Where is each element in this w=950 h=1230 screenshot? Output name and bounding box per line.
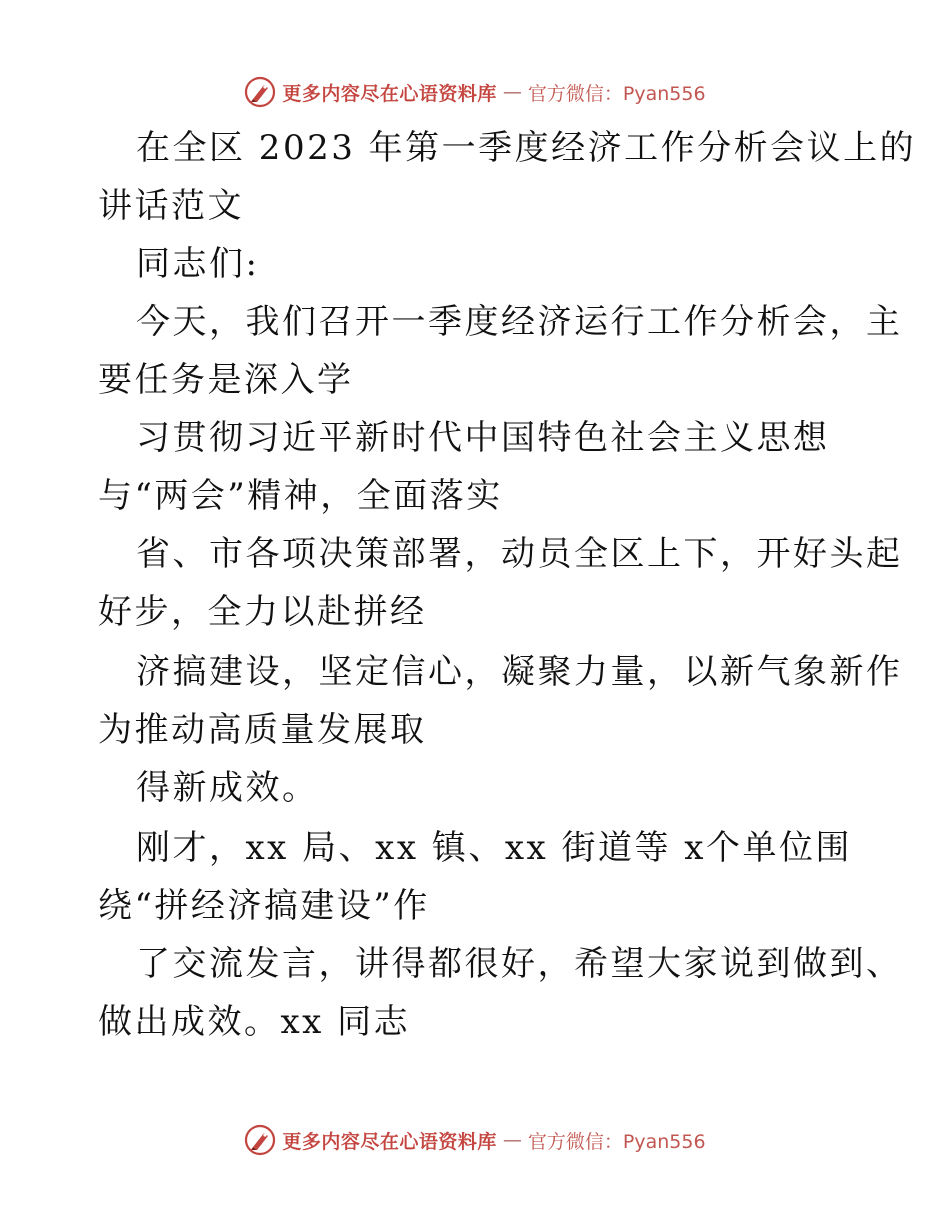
doc-title-line-1: 在全区 2023 年第一季度经济工作分析会议上的 bbox=[136, 128, 917, 168]
watermark-contact: 官方微信：Pyan556 bbox=[527, 82, 706, 105]
watermark-separator: — bbox=[502, 81, 522, 103]
doc-paragraph-line: 为推动高质量发展取 bbox=[98, 710, 427, 750]
doc-paragraph-line: 绕“拼经济搞建设”作 bbox=[98, 886, 430, 926]
doc-paragraph-line: 得新成效。 bbox=[136, 768, 319, 808]
doc-paragraph-line: 了交流发言，讲得都很好，希望大家说到做到、 bbox=[136, 944, 903, 984]
watermark-separator: — bbox=[502, 1129, 522, 1151]
doc-paragraph-line: 好步，全力以赴拼经 bbox=[98, 592, 427, 632]
doc-paragraph-line: 习贯彻习近平新时代中国特色社会主义思想 bbox=[136, 418, 830, 458]
doc-paragraph-line: 济搞建设，坚定信心，凝聚力量，以新气象新作 bbox=[136, 652, 903, 692]
doc-paragraph-line: 今天，我们召开一季度经济运行工作分析会，主 bbox=[136, 302, 903, 342]
doc-title-line-2: 讲话范文 bbox=[98, 186, 244, 226]
watermark-brand: 更多内容尽在心语资料库 bbox=[282, 82, 497, 105]
watermark-brand: 更多内容尽在心语资料库 bbox=[282, 1130, 497, 1153]
doc-paragraph-line: 刚才，xx 局、xx 镇、xx 街道等 x个单位围 bbox=[136, 828, 852, 868]
doc-salutation: 同志们: bbox=[136, 244, 260, 284]
pen-nib-logo-icon bbox=[244, 1124, 276, 1156]
doc-paragraph-line: 要任务是深入学 bbox=[98, 360, 354, 400]
doc-paragraph-line: 省、市各项决策部署，动员全区上下，开好头起 bbox=[136, 534, 903, 574]
doc-paragraph-line: 做出成效。xx 同志 bbox=[98, 1002, 411, 1042]
doc-paragraph-line: 与“两会”精神，全面落实 bbox=[98, 476, 503, 516]
pen-nib-logo-icon bbox=[244, 76, 276, 108]
header-watermark bbox=[0, 72, 950, 112]
footer-watermark bbox=[0, 1120, 950, 1160]
watermark-contact: 官方微信：Pyan556 bbox=[527, 1130, 706, 1153]
